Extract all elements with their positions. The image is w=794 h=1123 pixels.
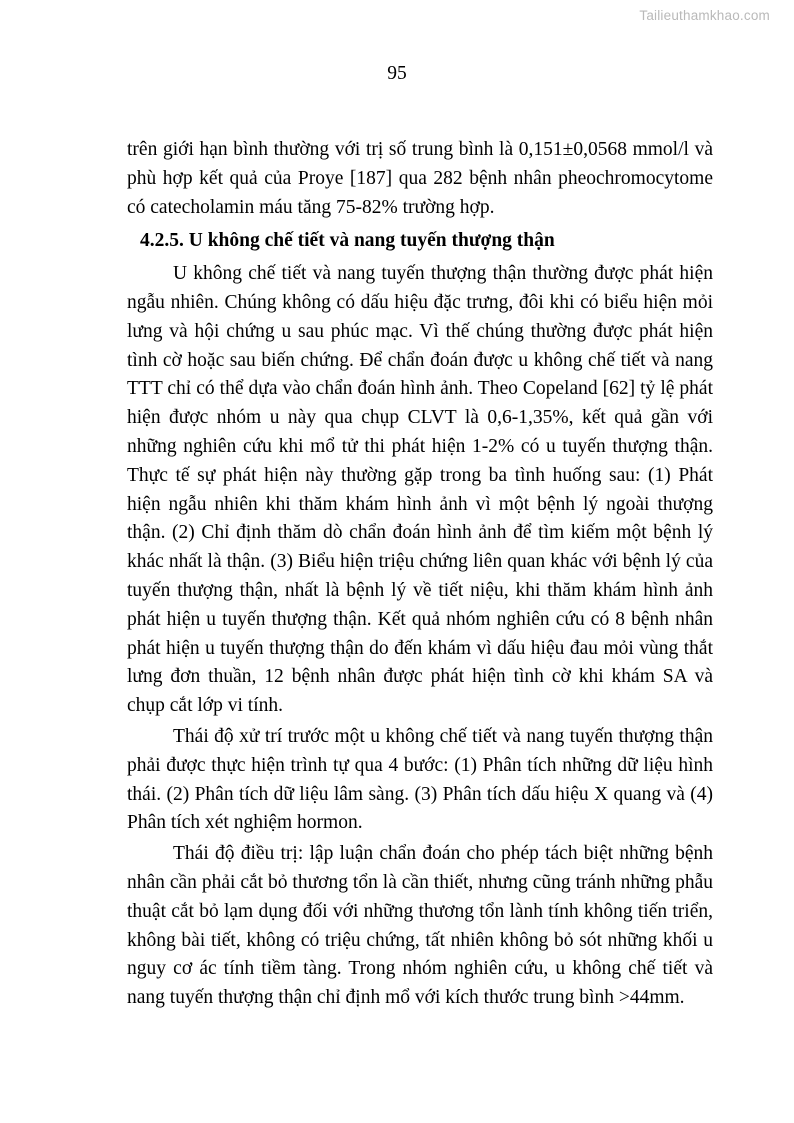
paragraph-continued: trên giới hạn bình thường với trị số trung bình là 0,151±0,0568 mmol/l và phù hợp kết quả của Proye [187] qua 282 bệnh nhân pheochromocytome có catecholamin máu tăng 75-82% trường hợp. — [127, 139, 713, 218]
page-content — [127, 136, 713, 1013]
watermark-text: Tailieuthamkhao.com — [639, 8, 770, 23]
page-number: 95 — [387, 63, 407, 84]
paragraph-2: Thái độ xử trí trước một u không chế tiết và nang tuyến thượng thận phải được thực hiện trình tự qua 4 bước: (1) Phân tích những dữ liệu hình thái. (2) Phân tích dữ liệu lâm sàng. (3) Phân tích dấu hiệu X quang và (4) Phân tích xét nghiệm hormon. — [127, 725, 713, 834]
section-heading-4-2-5: 4.2.5. U không chế tiết và nang tuyến thượng thận — [140, 230, 555, 252]
paragraph-1: U không chế tiết và nang tuyến thượng thận thường được phát hiện ngẫu nhiên. Chúng không có dấu hiệu đặc trưng, đôi khi có biểu hiện mỏi lưng và hội chứng u sau phúc mạc. Vì thế chúng thường được phát hiện tình cờ hoặc sau biến chứng. Để chẩn đoán được u không chế tiết và nang TTT chỉ có thể dựa vào chẩn đoán hình ảnh. Theo Copeland [62] tỷ lệ phát hiện được nhóm u này qua chụp CLVT là 0,6-1,35%, kết quả gần với những nghiên cứu khi mổ tử thi phát hiện 1-2% có u tuyến thượng thận. Thực tế sự phát hiện này thường gặp trong ba tình huống sau: (1) Phát hiện ngẫu nhiên khi thăm khám hình ảnh vì một bệnh lý ngoài thượng thận. (2) Chỉ định thăm dò chẩn đoán hình ảnh để tìm kiếm một bệnh lý khác nhất là thận. (3) Biểu hiện triệu chứng liên quan khác với bệnh lý của tuyến thượng thận, nhất là bệnh lý về tiết niệu, khi thăm khám hình ảnh phát hiện u tuyến thượng thận. Kết quả nhóm nghiên cứu có 8 bệnh nhân phát hiện u tuyến thượng thận do đến khám vì dấu hiệu đau mỏi vùng thắt lưng đơn thuần, 12 bệnh nhân được phát hiện tình cờ khi khám SA và chụp cắt lớp vi tính. — [127, 263, 713, 717]
paragraph-3: Thái độ điều trị: lập luận chẩn đoán cho phép tách biệt những bệnh nhân cần phải cắt bỏ thương tổn là cần thiết, nhưng cũng tránh những phẫu thuật cắt bỏ lạm dụng đối với những thương tổn lành tính không tiến triển, không bài tiết, không có triệu chứng, tất nhiên không bỏ sót những khối u nguy cơ ác tính tiềm tàng. Trong nhóm nghiên cứu, u không chế tiết và nang tuyến thượng thận chỉ định mổ với kích thước trung bình >44mm. — [127, 843, 713, 1009]
